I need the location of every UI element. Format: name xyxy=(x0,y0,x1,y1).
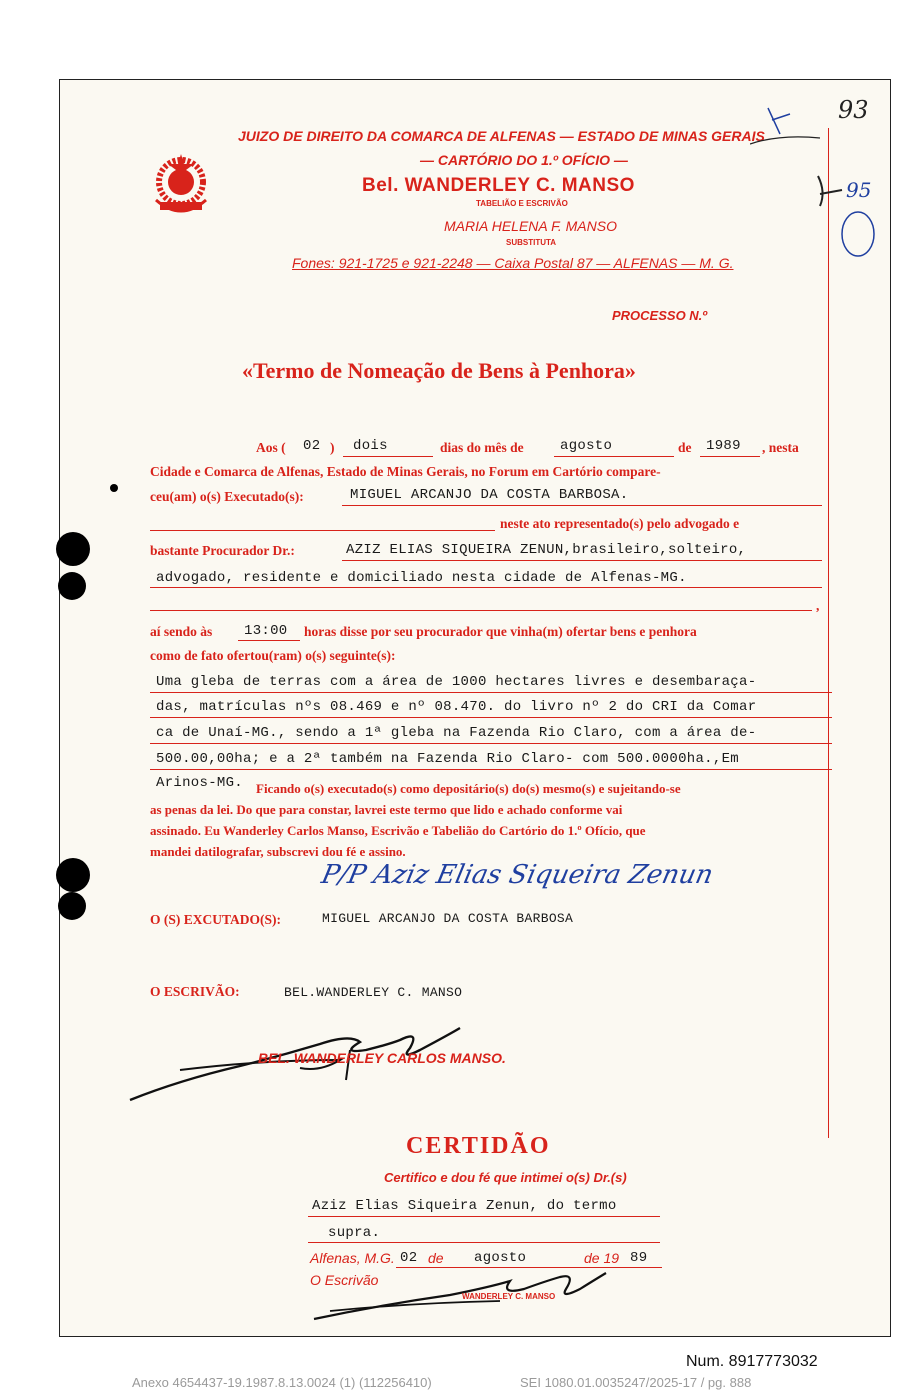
certidao-signature-icon xyxy=(310,1265,610,1325)
procurador-underline-1 xyxy=(342,560,822,561)
footer-num: Num. 8917773032 xyxy=(686,1353,818,1370)
horas-text: horas disse por seu procurador que vinha(m) ofertar bens e penhora xyxy=(304,624,697,639)
substitute-role: SUBSTITUTA xyxy=(506,238,557,247)
coat-of-arms-icon xyxy=(152,152,210,222)
court-line: JUIZO DE DIREITO DA COMARCA DE ALFENAS — ESTADO DE MINAS GERAIS xyxy=(238,128,765,144)
closing-line: mandei datilografar, subscrevi dou fé e assino. xyxy=(150,844,406,859)
certidao-underline-1 xyxy=(308,1216,660,1217)
certidao-month: agosto xyxy=(474,1250,527,1266)
ink-dot xyxy=(110,484,118,492)
bastante-label: bastante Procurador Dr.: xyxy=(150,543,295,558)
day-words: dois xyxy=(353,438,388,454)
certidao-de-2: de 19 xyxy=(584,1250,620,1266)
document-sheet xyxy=(59,79,891,1337)
bens-underline xyxy=(150,717,832,718)
document-title: «Termo de Nomeação de Bens à Penhora» xyxy=(242,358,636,383)
office-line: — CARTÓRIO DO 1.º OFÍCIO — xyxy=(420,152,628,168)
punch-hole xyxy=(58,572,86,600)
certidao-underline-2 xyxy=(308,1242,660,1243)
hora-underline xyxy=(238,640,300,641)
bens-line: 500.00,00ha; e a 2ª também na Fazenda Rio Claro- com 500.0000ha.,Em xyxy=(156,751,739,767)
comma-mark: , xyxy=(816,598,820,613)
day-number: 02 xyxy=(303,438,321,454)
blank-line-2 xyxy=(150,610,812,611)
procurador-signature: P/P Aziz Elias Siqueira Zenun xyxy=(318,860,716,890)
executado-sig-label: O (S) EXCUTADO(S): xyxy=(150,912,281,927)
escrivao-stamp: BEL. WANDERLEY CARLOS MANSO. xyxy=(258,1050,506,1066)
executado-underline xyxy=(342,505,822,506)
escrivao-label: O ESCRIVÃO: xyxy=(150,984,240,999)
close-paren: ) xyxy=(330,440,335,455)
dias-label: dias do mês de xyxy=(440,440,524,455)
certidao-typed-2: supra. xyxy=(328,1225,381,1241)
notary-name: Bel. WANDERLEY C. MANSO xyxy=(362,175,635,196)
procurador-line-1: AZIZ ELIAS SIQUEIRA ZENUN,brasileiro,solteiro, xyxy=(346,542,747,558)
bens-line: Arinos-MG. xyxy=(156,775,244,791)
footer-sei: SEI 1080.01.0035247/2025-17 / pg. 888 xyxy=(520,1375,752,1390)
certidao-title: CERTIDÃO xyxy=(406,1133,551,1159)
nesta-label: , nesta xyxy=(762,440,799,455)
como-text: como de fato ofertou(ram) o(s) seguinte(s): xyxy=(150,648,396,663)
executado-label: ceu(am) o(s) Executado(s): xyxy=(150,489,304,504)
ficando-text: Ficando o(s) executado(s) como depositário(s) do(s) mesmo(s) e sujeitando-se xyxy=(256,781,681,796)
process-label: PROCESSO N.º xyxy=(612,308,708,323)
executado-name: MIGUEL ARCANJO DA COSTA BARBOSA. xyxy=(350,487,629,503)
executado-sig-name: MIGUEL ARCANJO DA COSTA BARBOSA xyxy=(322,911,574,926)
month: agosto xyxy=(560,438,613,454)
certidao-de-1: de xyxy=(428,1250,444,1266)
day-words-underline xyxy=(343,456,433,457)
aos-label: Aos ( xyxy=(256,440,286,455)
punch-hole xyxy=(58,892,86,920)
procurador-line-2: advogado, residente e domiciliado nesta cidade de Alfenas-MG. xyxy=(156,570,687,586)
bens-line: das, matrículas nºs 08.469 e nº 08.470. do livro nº 2 do CRI da Comar xyxy=(156,699,757,715)
bens-line: ca de Unaí-MG., sendo a 1ª gleba na Fazenda Rio Claro, com a área de- xyxy=(156,725,757,741)
city-line: Cidade e Comarca de Alfenas, Estado de Minas Gerais, no Forum em Cartório compare- xyxy=(150,464,661,479)
bens-underline xyxy=(150,743,832,744)
bens-line: Uma gleba de terras com a área de 1000 hectares livres e desembaraça- xyxy=(156,674,757,690)
certidao-day: 02 xyxy=(400,1250,418,1266)
procurador-underline-2 xyxy=(150,587,822,588)
top-page-number: 93 xyxy=(838,96,869,124)
margin-scribble-icon xyxy=(750,94,890,264)
footer-anexo: Anexo 4654437-19.1987.8.13.0024 (1) (112256410) xyxy=(132,1375,432,1390)
escrivao-name: BEL.WANDERLEY C. MANSO xyxy=(284,985,463,1000)
punch-hole xyxy=(56,858,90,892)
certidao-year-suffix: 89 xyxy=(630,1250,648,1266)
certidao-line-1: Certifico e dou fé que intimei o(s) Dr.(s) xyxy=(384,1170,627,1185)
hora-value: 13:00 xyxy=(244,623,288,639)
closing-line: as penas da lei. Do que para constar, lavrei este termo que lido e achado conforme vai xyxy=(150,802,623,817)
side-page-number: 95 xyxy=(846,178,872,202)
representado-text: neste ato representado(s) pelo advogado e xyxy=(500,516,740,531)
ai-sendo-label: aí sendo às xyxy=(150,624,213,639)
contact-line: Fones: 921-1725 e 921-2248 — Caixa Postal 87 — ALFENAS — M. G. xyxy=(292,255,734,271)
certidao-place: Alfenas, M.G. xyxy=(310,1250,395,1266)
substitute-name: MARIA HELENA F. MANSO xyxy=(444,218,617,234)
certidao-typed-1: Aziz Elias Siqueira Zenun, do termo xyxy=(312,1198,617,1214)
notary-role: TABELIÃO E ESCRIVÃO xyxy=(476,199,568,208)
blank-line-1 xyxy=(150,530,495,531)
punch-hole xyxy=(56,532,90,566)
closing-line: assinado. Eu Wanderley Carlos Manso, Escrivão e Tabelião do Cartório do 1.º Ofício, que xyxy=(150,823,646,838)
bens-underline xyxy=(150,769,832,770)
bens-underline xyxy=(150,692,832,693)
month-underline xyxy=(554,456,674,457)
right-margin-line xyxy=(828,128,829,1138)
certidao-escrivao: O Escrivão xyxy=(310,1272,379,1288)
year: 1989 xyxy=(706,438,741,454)
certidao-stamp: WANDERLEY C. MANSO xyxy=(462,1292,556,1301)
de-label: de xyxy=(678,440,692,455)
year-underline xyxy=(700,456,760,457)
